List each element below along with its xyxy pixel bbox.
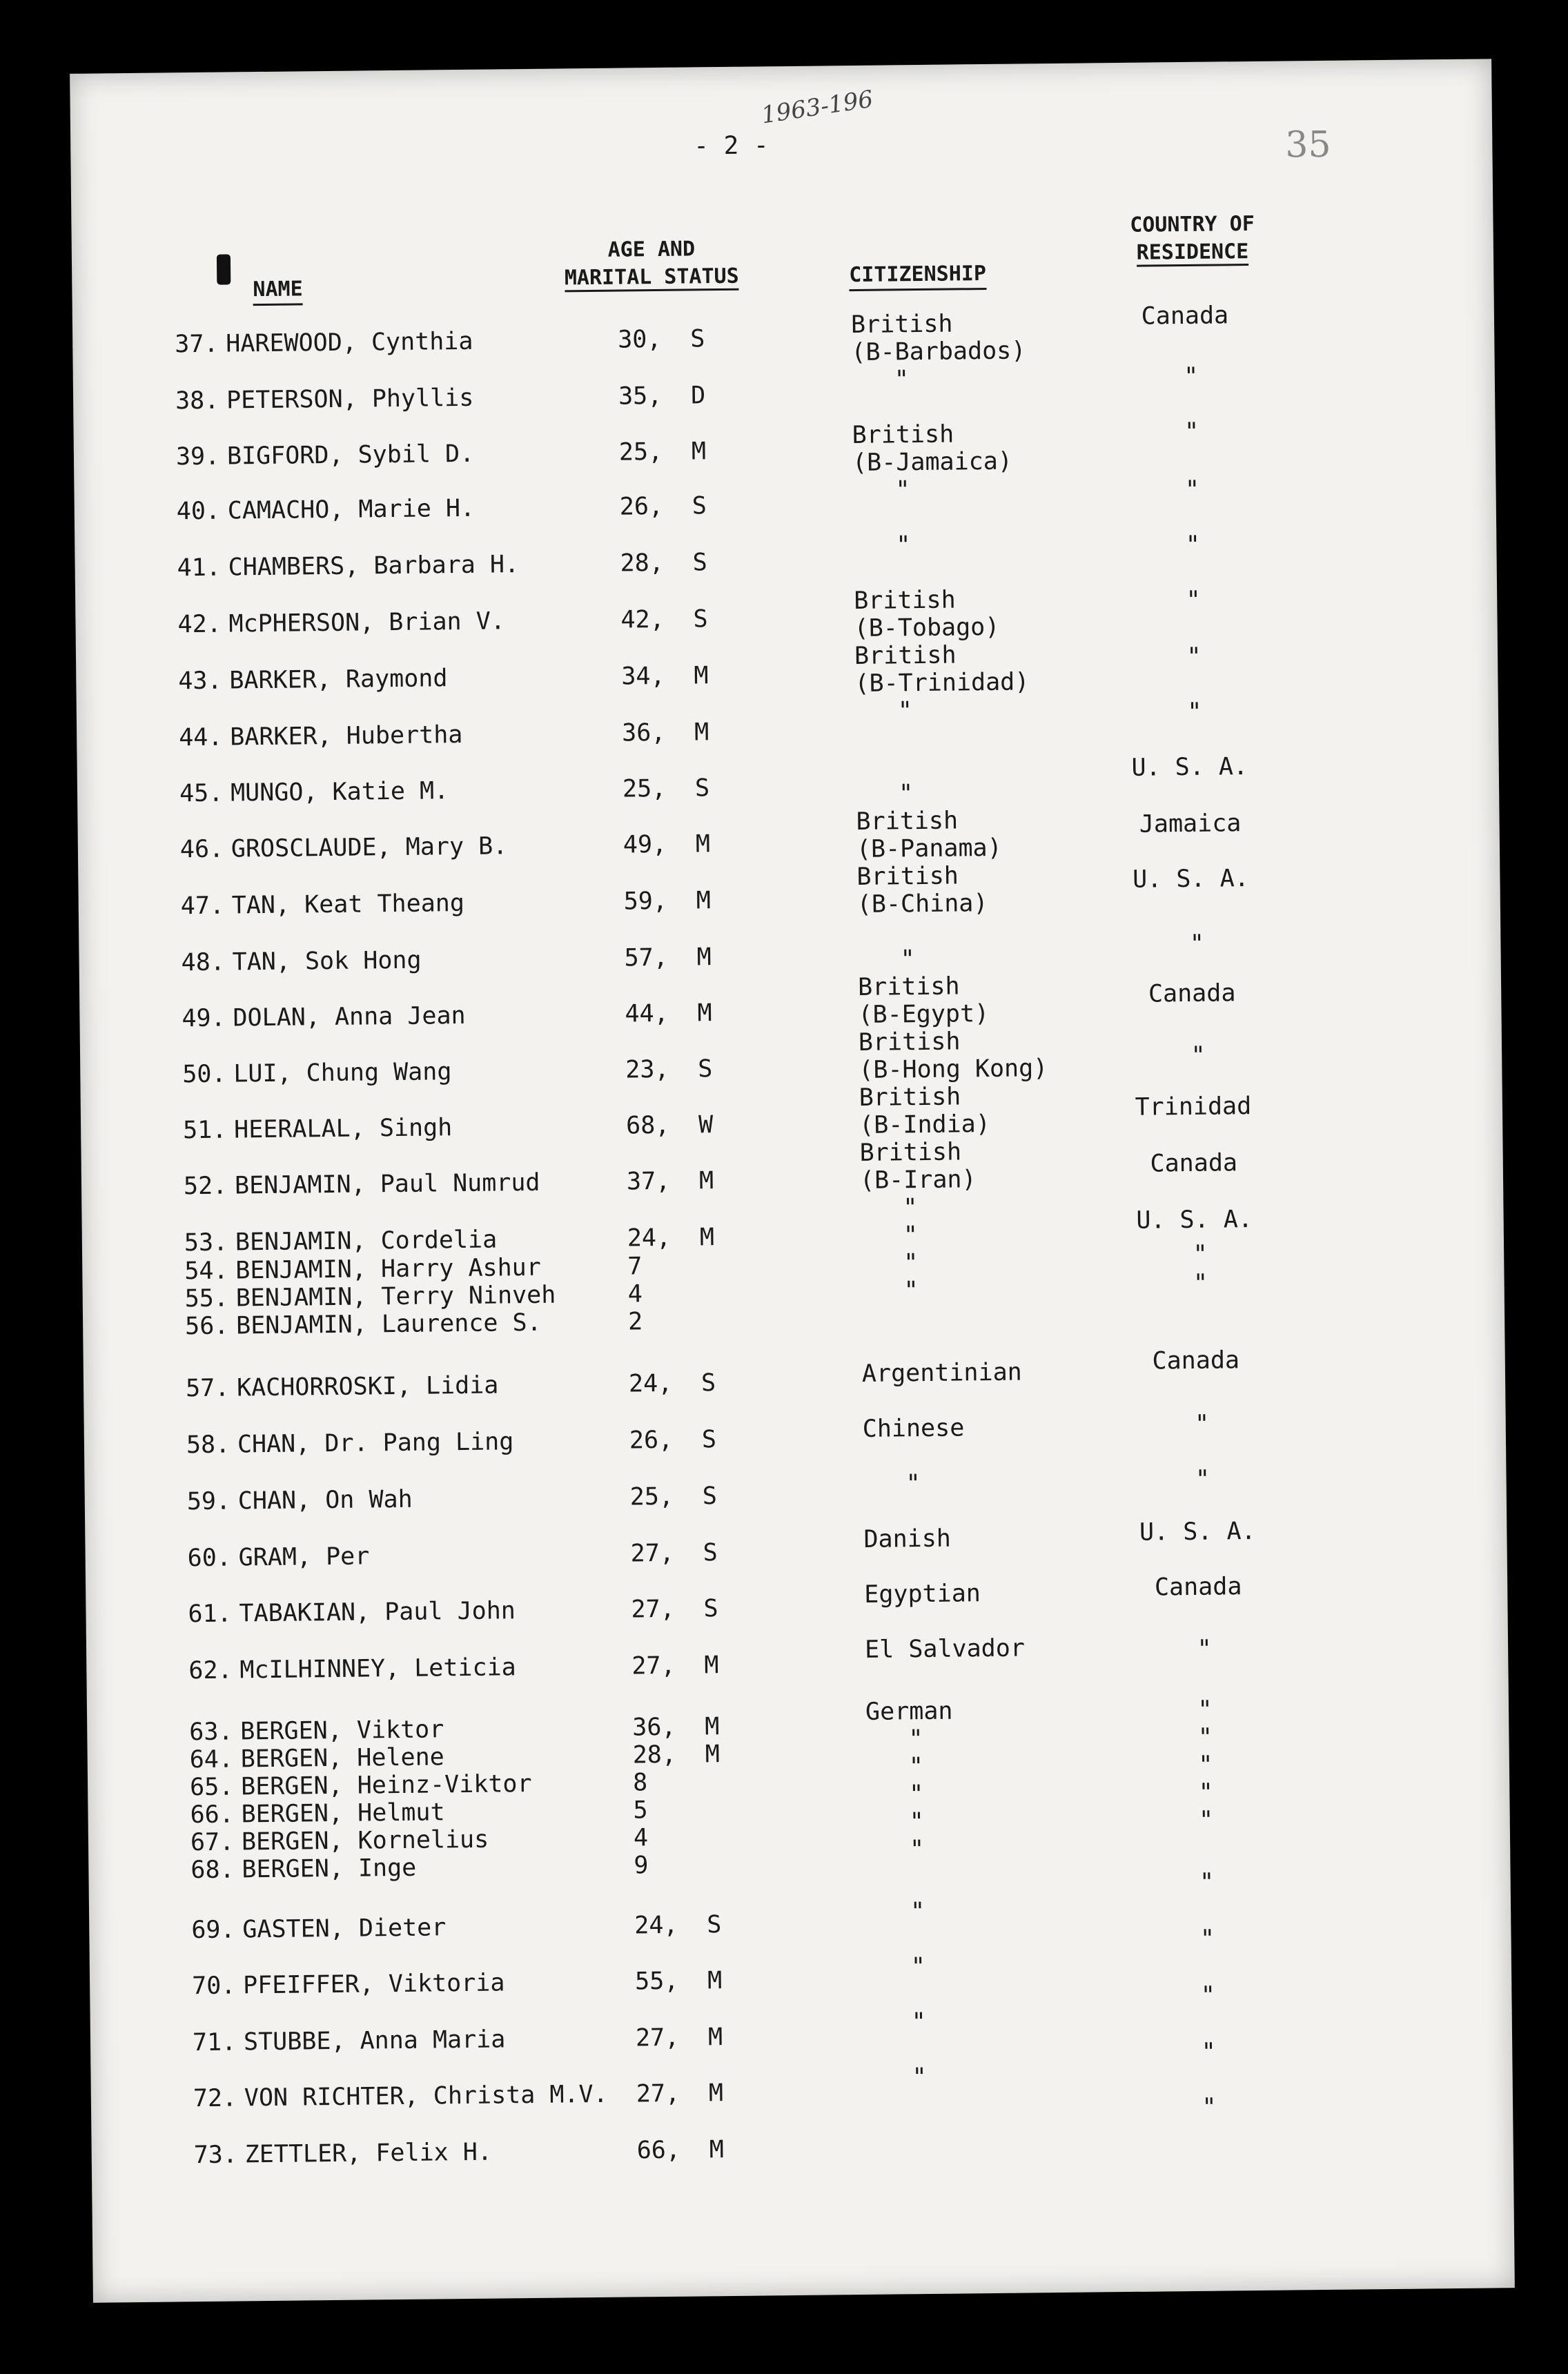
citizenship-entry: " [910, 1953, 926, 1981]
entry-number: 37. [175, 330, 219, 359]
entry-number: 46. [179, 835, 224, 864]
entry-name: BERGEN, Helmut [241, 1798, 445, 1829]
entry-marital-status: S [698, 1055, 713, 1083]
entry-marital-status: M [696, 887, 712, 915]
citizenship-entry: (B-Barbados) [851, 337, 1026, 367]
entry-age: 27, [631, 1595, 675, 1624]
citizenship-entry: (B-Trinidad) [854, 668, 1030, 698]
citizenship-entry: (B-Jamaica) [852, 447, 1013, 478]
entry-number: 41. [177, 553, 222, 582]
residence-entry: " [1200, 1981, 1216, 2010]
entry-marital-status: M [709, 2136, 724, 2164]
citizenship-entry: British [850, 310, 953, 340]
entry-marital-status: M [708, 2079, 724, 2108]
entry-name: ZETTLER, Felix H. [244, 2138, 493, 2169]
residence-entry: " [1199, 1925, 1215, 1953]
page-marker: - 2 - [694, 131, 769, 161]
entry-age: 9 [634, 1852, 649, 1880]
residence-entry: " [1193, 1240, 1208, 1268]
citizenship-entry: British [856, 807, 959, 836]
entry-number: 66. [190, 1801, 235, 1829]
entry-name: VON RICHTER, Christa M.V. [244, 2080, 608, 2112]
entry-age: 37, [626, 1167, 671, 1196]
citizenship-entry: (B-Iran) [859, 1166, 977, 1195]
entry-marital-status: M [705, 1740, 720, 1769]
citizenship-entry: " [894, 366, 910, 394]
citizenship-entry: (B-China) [856, 890, 988, 919]
entry-age: 36, [621, 718, 666, 747]
entry-name: STUBBE, Anna Maria [243, 2025, 506, 2057]
citizenship-entry: " [908, 1753, 924, 1781]
entry-age: 44, [625, 999, 669, 1028]
entry-marital-status: S [693, 605, 708, 634]
residence-entry: " [1198, 1806, 1214, 1834]
entry-name: BARKER, Raymond [229, 665, 448, 695]
handwritten-date-annotation: 1963-196 [759, 85, 875, 130]
residence-entry: U. S. A. [1136, 1206, 1253, 1235]
entry-name: McPHERSON, Brian V. [228, 607, 506, 638]
entry-age: 27, [631, 1651, 676, 1680]
citizenship-entry: " [895, 476, 910, 504]
entry-age: 27, [630, 1539, 675, 1568]
entry-marital-status: M [699, 1224, 715, 1252]
entry-age: 2 [627, 1308, 643, 1336]
entry-name: BERGEN, Viktor [240, 1716, 444, 1746]
residence-entry: " [1202, 2093, 1217, 2121]
entry-name: BERGEN, Helene [240, 1743, 444, 1774]
entry-age: 4 [633, 1824, 649, 1852]
entry-number: 43. [178, 667, 222, 696]
residence-entry: " [1197, 1696, 1213, 1724]
entry-name: KACHORROSKI, Lidia [236, 1371, 499, 1402]
entry-marital-status: M [705, 1713, 720, 1741]
entry-marital-status: S [703, 1595, 718, 1623]
entry-age: 25, [629, 1482, 674, 1511]
document-page [70, 59, 1515, 2302]
citizenship-entry: British [852, 420, 954, 450]
citizenship-entry: British [853, 586, 956, 616]
citizenship-entry: " [910, 1898, 925, 1926]
citizenship-entry: (B-Panama) [856, 834, 1002, 863]
entry-number: 53. [184, 1228, 228, 1257]
entry-number: 60. [187, 1544, 232, 1573]
entry-age: 27, [635, 2023, 680, 2052]
citizenship-entry: " [905, 1470, 921, 1498]
entry-number: 51. [182, 1116, 227, 1145]
citizenship-column-header: CITIZENSHIP [849, 260, 986, 291]
entry-marital-status: M [694, 718, 709, 747]
entry-age: 25, [618, 438, 663, 467]
citizenship-entry: British [859, 1138, 962, 1167]
entry-age: 68, [625, 1111, 670, 1140]
entry-age: 25, [622, 774, 667, 803]
residence-entry: Canada [1154, 1573, 1242, 1602]
residence-entry: Trinidad [1135, 1092, 1252, 1121]
entry-age: 24, [628, 1369, 673, 1398]
entry-age: 4 [627, 1280, 643, 1308]
entry-age: 55, [634, 1967, 679, 1996]
entry-name: BIGFORD, Sybil D. [226, 440, 475, 471]
entry-name: GRAM, Per [238, 1542, 370, 1572]
entry-name: GASTEN, Dieter [242, 1914, 447, 1944]
entry-name: BENJAMIN, Harry Ashur [235, 1253, 542, 1285]
entry-marital-status: S [701, 1426, 717, 1454]
entry-number: 70. [191, 1972, 236, 2001]
entry-marital-status: S [694, 774, 710, 803]
entry-marital-status: S [703, 1539, 718, 1567]
entry-age: 5 [633, 1796, 648, 1825]
entry-name: PETERSON, Phyllis [226, 384, 474, 415]
entry-age: 42, [620, 605, 665, 634]
entry-number: 44. [179, 723, 223, 752]
citizenship-entry: British [856, 862, 959, 891]
entry-marital-status: M [707, 1967, 723, 1995]
entry-name: CHAN, On Wah [237, 1485, 413, 1515]
citizenship-entry: Danish [863, 1524, 952, 1553]
entry-marital-status: S [700, 1369, 716, 1397]
entry-age: 59, [623, 887, 668, 916]
entry-number: 45. [179, 779, 224, 808]
residence-entry: U. S. A. [1139, 1517, 1256, 1547]
entry-name: DOLAN, Anna Jean [233, 1001, 466, 1032]
residence-entry: " [1190, 1041, 1206, 1070]
citizenship-entry: " [897, 697, 913, 725]
entry-name: BERGEN, Heinz-Viktor [240, 1770, 532, 1801]
entry-marital-status: M [707, 2023, 723, 2052]
age-header-line2-text: MARITAL STATUS [565, 264, 739, 293]
entry-age: 28, [632, 1740, 677, 1769]
entry-number: 39. [175, 442, 220, 471]
entry-age: 24, [627, 1224, 672, 1253]
entry-name: CHAMBERS, Barbara H. [228, 551, 520, 582]
entry-marital-status: M [696, 943, 712, 972]
residence-entry: " [1186, 586, 1201, 614]
entry-name: BENJAMIN, Laurence S. [235, 1308, 542, 1340]
residence-entry: " [1195, 1465, 1211, 1493]
entry-age: 49, [623, 830, 667, 859]
entry-number: 38. [175, 386, 219, 415]
citizenship-entry: (B-Tobago) [854, 613, 1000, 643]
residence-entry: Jamaica [1139, 810, 1242, 838]
entry-name: TABAKIAN, Paul John [239, 1597, 516, 1628]
country-header-line2 [1103, 237, 1282, 267]
residence-entry: " [1186, 642, 1202, 671]
citizenship-entry: (B-India) [859, 1110, 991, 1139]
entry-marital-status: S [690, 325, 705, 353]
residence-entry: " [1199, 1868, 1215, 1896]
entry-age: 28, [620, 549, 665, 578]
entry-age: 8 [632, 1769, 648, 1797]
entry-name: GROSCLAUDE, Mary B. [231, 832, 508, 863]
citizenship-entry: Egyptian [864, 1580, 981, 1609]
entry-name: BERGEN, Kornelius [241, 1825, 489, 1856]
residence-entry: Canada [1141, 302, 1229, 331]
residence-entry: " [1194, 1410, 1210, 1438]
entry-number: 55. [184, 1284, 229, 1313]
entry-age: 24, [634, 1911, 678, 1940]
citizenship-entry: " [903, 1194, 918, 1222]
entry-number: 72. [193, 2084, 237, 2113]
entry-age: 66, [636, 2136, 681, 2165]
entry-name: BARKER, Hubertha [230, 720, 463, 752]
entry-name: LUI, Chung Wang [233, 1058, 452, 1088]
residence-entry: " [1187, 698, 1202, 726]
residence-entry: " [1201, 2038, 1216, 2066]
citizenship-entry: El Salvador [864, 1634, 1026, 1664]
citizenship-entry: " [900, 945, 915, 974]
entry-name: CAMACHO, Marie H. [227, 494, 476, 525]
entry-name: BERGEN, Inge [242, 1854, 417, 1884]
entry-number: 69. [191, 1916, 235, 1945]
citizenship-entry: " [909, 1836, 925, 1864]
entry-age: 34, [621, 662, 665, 691]
entry-number: 73. [193, 2141, 238, 2170]
citizenship-entry: (B-Egypt) [858, 1000, 990, 1029]
entry-number: 52. [183, 1172, 228, 1201]
entry-marital-status: D [690, 382, 706, 410]
folio-number-stamp: 35 [1285, 124, 1331, 166]
entry-marital-status: M [694, 662, 709, 690]
entry-number: 61. [188, 1600, 232, 1629]
entry-number: 63. [189, 1718, 233, 1747]
entry-age: 27, [636, 2079, 680, 2108]
residence-entry: U. S. A. [1131, 753, 1248, 782]
entry-marital-status: M [704, 1651, 719, 1680]
entry-number: 62. [188, 1656, 233, 1685]
residence-entry: " [1184, 475, 1200, 504]
residence-entry: Canada [1150, 1149, 1238, 1178]
entry-number: 67. [190, 1828, 235, 1857]
citizenship-entry: " [909, 1780, 924, 1809]
entry-name: HAREWOOD, Cynthia [226, 327, 473, 358]
entry-number: 59. [186, 1487, 231, 1516]
residence-entry: " [1197, 1635, 1212, 1663]
entry-name: BENJAMIN, Terry Ninveh [235, 1281, 556, 1313]
entry-marital-status: S [707, 1911, 722, 1939]
citizenship-entry: " [908, 1725, 923, 1754]
entry-name: HEERALAL, Singh [233, 1114, 453, 1144]
name-column-header: NAME [253, 275, 303, 306]
entry-number: 71. [192, 2028, 237, 2057]
citizenship-entry: " [909, 1808, 925, 1836]
citizenship-entry: " [912, 2063, 927, 2092]
entry-number: 47. [180, 892, 225, 921]
entry-name: TAN, Keat Theang [231, 889, 465, 920]
residence-entry: " [1189, 930, 1205, 958]
citizenship-entry: " [898, 780, 914, 808]
citizenship-entry: British [854, 641, 957, 671]
citizenship-entry: " [903, 1249, 919, 1277]
entry-number: 54. [184, 1257, 228, 1286]
citizenship-entry: (B-Hong Kong) [859, 1054, 1048, 1084]
entry-number: 64. [189, 1745, 234, 1774]
citizenship-entry: British [859, 1083, 961, 1112]
residence-entry: " [1185, 531, 1201, 559]
entry-marital-status: M [691, 438, 707, 466]
residence-entry: " [1198, 1778, 1214, 1807]
country-header-line1: COUNTRY OF [1130, 211, 1255, 237]
residence-entry: Canada [1152, 1346, 1240, 1375]
entry-age: 7 [627, 1253, 643, 1281]
residence-entry: U. S. A. [1132, 865, 1249, 894]
citizenship-entry: German [865, 1697, 953, 1726]
entry-name: TAN, Sok Hong [232, 946, 422, 977]
entry-age: 30, [618, 325, 662, 354]
entry-number: 58. [186, 1431, 231, 1460]
entry-number: 65. [189, 1773, 234, 1802]
citizenship-entry: British [858, 1028, 961, 1057]
entry-age: 26, [619, 492, 664, 521]
entry-number: 42. [177, 610, 222, 639]
entry-name: BENJAMIN, Cordelia [235, 1226, 498, 1257]
entry-age: 26, [629, 1426, 674, 1455]
entry-number: 40. [176, 497, 221, 526]
entry-name: PFEIFFER, Viktoria [242, 1969, 505, 2000]
entry-marital-status: M [697, 999, 712, 1028]
citizenship-entry: Argentinian [861, 1358, 1022, 1388]
entry-marital-status: S [692, 549, 707, 577]
entry-number: 49. [182, 1004, 226, 1033]
citizenship-entry: " [903, 1222, 919, 1250]
citizenship-entry: " [903, 1277, 919, 1305]
entry-number: 56. [184, 1312, 229, 1341]
entry-age: 35, [618, 382, 663, 411]
entry-number: 68. [190, 1856, 235, 1885]
entry-name: McILHINNEY, Leticia [239, 1654, 516, 1685]
entry-number: 57. [185, 1374, 230, 1403]
residence-entry: " [1197, 1723, 1213, 1752]
citizenship-entry: Chinese [862, 1414, 965, 1443]
entry-number: 50. [182, 1060, 226, 1089]
entry-marital-status: M [695, 830, 711, 859]
age-header-line2 [527, 262, 776, 293]
entry-age: 57, [624, 943, 669, 972]
entry-age: 23, [625, 1055, 669, 1084]
entry-number: 48. [181, 948, 226, 977]
entry-name: MUNGO, Katie M. [230, 777, 449, 807]
residence-entry: " [1184, 418, 1199, 446]
entry-marital-status: S [692, 492, 707, 520]
entry-name: CHAN, Dr. Pang Ling [237, 1428, 514, 1459]
residence-entry: " [1198, 1751, 1213, 1779]
punch-mark [217, 254, 231, 284]
citizenship-entry: " [896, 531, 911, 560]
entry-name: BENJAMIN, Paul Numrud [234, 1168, 540, 1200]
entry-marital-status: W [698, 1111, 714, 1139]
citizenship-entry: British [857, 972, 960, 1001]
residence-entry: " [1193, 1269, 1208, 1297]
residence-entry: " [1184, 362, 1199, 391]
entry-age: 36, [632, 1713, 676, 1742]
entry-marital-status: S [702, 1482, 718, 1511]
country-header-line2-text: RESIDENCE [1136, 239, 1248, 267]
age-header-line1: AGE AND [607, 237, 696, 262]
residence-entry: Canada [1148, 979, 1236, 1008]
entry-marital-status: M [698, 1167, 714, 1195]
citizenship-entry: " [911, 2008, 927, 2037]
